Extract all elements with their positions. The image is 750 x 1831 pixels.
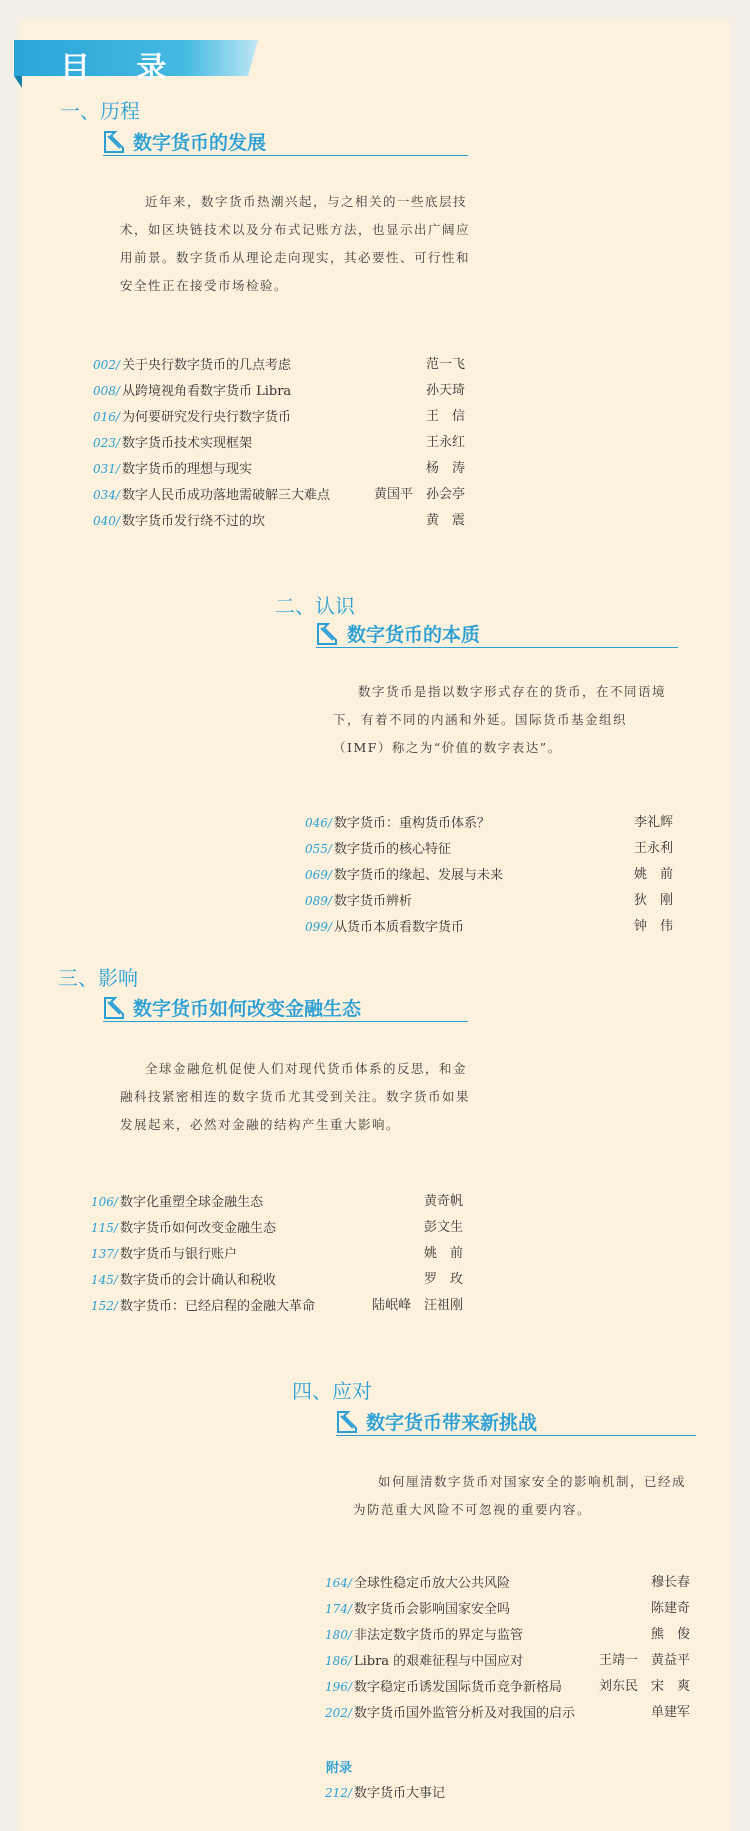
toc-entry-title: 数字货币国外监管分析及对我国的启示 bbox=[353, 1706, 575, 1721]
toc-entry-author: 彭文生 bbox=[423, 1220, 463, 1235]
toc-entry[interactable] bbox=[305, 836, 673, 862]
toc-entry-title: Libra 的艰难征程与中国应对 bbox=[353, 1654, 524, 1669]
toc-entry[interactable] bbox=[93, 482, 465, 508]
toc-entry-title: 数字货币与银行账户 bbox=[119, 1247, 237, 1262]
toc-entry-author: 姚 前 bbox=[423, 1246, 463, 1261]
toc-entry-title: 从货币本质看数字货币 bbox=[333, 920, 464, 935]
section-3-list bbox=[91, 1189, 463, 1319]
toc-entry-author: 罗 玫 bbox=[423, 1272, 463, 1287]
section-4-rule bbox=[336, 1435, 696, 1436]
toc-entry-page: 212/ bbox=[325, 1786, 352, 1800]
toc-entry-author: 单建军 bbox=[650, 1705, 690, 1720]
toc-entry-title: 数字货币的核心特征 bbox=[333, 842, 451, 857]
toc-entry-page: 008/ bbox=[93, 384, 120, 398]
toc-entry-author: 黄 震 bbox=[425, 513, 465, 528]
section-2-list bbox=[305, 810, 673, 940]
arrow-corner-icon bbox=[336, 1410, 360, 1434]
toc-entry-author: 孙天琦 bbox=[425, 383, 465, 398]
toc-entry-title: 为何要研究发行央行数字货币 bbox=[121, 410, 291, 425]
toc-entry-page: 137/ bbox=[91, 1247, 118, 1261]
appendix-label: 附录 bbox=[326, 1761, 353, 1776]
toc-entry[interactable] bbox=[91, 1241, 463, 1267]
toc-entry-page: 106/ bbox=[91, 1195, 118, 1209]
toc-entry-page: 099/ bbox=[305, 920, 332, 934]
toc-entry[interactable] bbox=[93, 404, 465, 430]
section-2-intro: 数字货币是指以数字形式存在的货币，在不同语境下，有着不同的内涵和外延。国际货币基金组织（IMF）称之为“价值的数字表达”。 bbox=[333, 684, 667, 755]
toc-entry-title: 数字货币的会计确认和税收 bbox=[119, 1273, 276, 1288]
toc-entry-title: 数字货币辨析 bbox=[333, 894, 412, 909]
toc-entry-page: 034/ bbox=[93, 488, 120, 502]
toc-entry-author: 熊 俊 bbox=[650, 1627, 690, 1642]
toc-entry-author: 王 信 bbox=[425, 409, 465, 424]
toc-title: 目 录 bbox=[60, 51, 185, 86]
toc-entry-author: 陈建奇 bbox=[650, 1601, 690, 1616]
toc-entry-title: 数字货币：重构货币体系？ bbox=[333, 816, 490, 831]
toc-entry[interactable] bbox=[305, 862, 673, 888]
toc-entry-title: 数字稳定币诱发国际货币竞争新格局 bbox=[353, 1680, 562, 1695]
section-2-title: 二、认识 bbox=[275, 594, 355, 618]
section-4-title: 四、应对 bbox=[292, 1379, 372, 1403]
toc-entry-author: 王靖一 黄益平 bbox=[598, 1653, 690, 1668]
toc-entry-title: 数字货币的理想与现实 bbox=[121, 462, 252, 477]
toc-entry[interactable] bbox=[325, 1780, 525, 1806]
toc-entry-page: 164/ bbox=[325, 1576, 352, 1590]
section-1-rule bbox=[103, 155, 468, 156]
toc-entry-author: 陆岷峰 汪祖刚 bbox=[371, 1298, 463, 1313]
toc-entry-page: 174/ bbox=[325, 1602, 352, 1616]
toc-entry-page: 186/ bbox=[325, 1654, 352, 1668]
toc-entry-title: 数字货币会影响国家安全吗 bbox=[353, 1602, 510, 1617]
section-3-subtitle: 数字货币如何改变金融生态 bbox=[133, 998, 362, 1020]
toc-entry-page: 016/ bbox=[93, 410, 120, 424]
toc-entry-title: 数字化重塑全球金融生态 bbox=[119, 1195, 263, 1210]
toc-entry-author: 范一飞 bbox=[425, 357, 465, 372]
toc-entry[interactable] bbox=[325, 1570, 690, 1596]
section-1-intro: 近年来，数字货币热潮兴起，与之相关的一些底层技术，如区块链技术以及分布式记账方法，也显示出广阔应用前景。数字货币从理论走向现实，其必要性、可行性和安全性正在接受市场检验。 bbox=[120, 194, 471, 293]
toc-entry-title: 数字货币：已经启程的金融大革命 bbox=[119, 1299, 315, 1314]
toc-entry[interactable] bbox=[93, 352, 465, 378]
toc-entry-author: 王永红 bbox=[425, 435, 465, 450]
toc-entry-title: 从跨境视角看数字货币 Libra bbox=[121, 384, 292, 399]
toc-entry-page: 196/ bbox=[325, 1680, 352, 1694]
toc-entry[interactable] bbox=[93, 508, 465, 534]
toc-entry[interactable] bbox=[93, 430, 465, 456]
section-4-subtitle: 数字货币带来新挑战 bbox=[366, 1412, 538, 1434]
toc-entry-page: 002/ bbox=[93, 358, 120, 372]
toc-entry[interactable] bbox=[91, 1189, 463, 1215]
toc-entry[interactable] bbox=[93, 378, 465, 404]
toc-entry-title: 数字货币如何改变金融生态 bbox=[119, 1221, 276, 1236]
section-2-rule bbox=[316, 647, 678, 648]
toc-entry[interactable] bbox=[91, 1293, 463, 1319]
section-2-subtitle: 数字货币的本质 bbox=[347, 624, 481, 646]
section-1-title: 一、历程 bbox=[60, 99, 140, 123]
toc-entry[interactable] bbox=[325, 1622, 690, 1648]
toc-entry-author: 黄奇帆 bbox=[423, 1194, 463, 1209]
toc-entry[interactable] bbox=[325, 1674, 690, 1700]
toc-entry-title: 非法定数字货币的界定与监管 bbox=[353, 1628, 523, 1643]
toc-entry-author: 狄 刚 bbox=[633, 893, 673, 908]
toc-entry-author: 刘东民 宋 爽 bbox=[598, 1679, 690, 1694]
arrow-corner-icon bbox=[103, 996, 127, 1020]
toc-entry[interactable] bbox=[325, 1648, 690, 1674]
toc-entry-page: 055/ bbox=[305, 842, 332, 856]
toc-entry-page: 152/ bbox=[91, 1299, 118, 1313]
toc-entry[interactable] bbox=[91, 1215, 463, 1241]
toc-entry[interactable] bbox=[325, 1700, 690, 1726]
toc-entry-title: 数字人民币成功落地需破解三大难点 bbox=[121, 488, 330, 503]
toc-entry-page: 031/ bbox=[93, 462, 120, 476]
toc-entry-page: 040/ bbox=[93, 514, 120, 528]
toc-entry[interactable] bbox=[93, 456, 465, 482]
section-4-intro: 如何厘清数字货币对国家安全的影响机制，已经成为防范重大风险不可忽视的重要内容。 bbox=[353, 1474, 687, 1517]
toc-entry-author: 穆长春 bbox=[650, 1575, 690, 1590]
toc-entry-page: 115/ bbox=[91, 1221, 118, 1235]
toc-entry-page: 180/ bbox=[325, 1628, 352, 1642]
toc-entry-title: 数字货币发行绕不过的坎 bbox=[121, 514, 265, 529]
toc-entry-title: 数字货币大事记 bbox=[353, 1786, 445, 1801]
section-3-title: 三、影响 bbox=[58, 966, 138, 990]
toc-entry-page: 089/ bbox=[305, 894, 332, 908]
toc-entry-title: 数字货币技术实现框架 bbox=[121, 436, 252, 451]
toc-entry-page: 069/ bbox=[305, 868, 332, 882]
toc-entry-page: 202/ bbox=[325, 1706, 352, 1720]
toc-entry-page: 046/ bbox=[305, 816, 332, 830]
arrow-corner-icon bbox=[316, 622, 340, 646]
section-3-intro: 全球金融危机促使人们对现代货币体系的反思，和金融科技紧密相连的数字货币尤其受到关注。数字货币如果发展起来，必然对金融的结构产生重大影响。 bbox=[120, 1061, 471, 1132]
section-3-rule bbox=[103, 1021, 468, 1022]
toc-entry-title: 全球性稳定币放大公共风险 bbox=[353, 1576, 510, 1591]
section-4-list bbox=[325, 1570, 690, 1726]
toc-entry-title: 关于央行数字货币的几点考虑 bbox=[121, 358, 291, 373]
toc-entry-author: 钟 伟 bbox=[633, 919, 673, 934]
appendix-list bbox=[325, 1780, 525, 1806]
section-1-subtitle: 数字货币的发展 bbox=[133, 132, 267, 154]
section-1-list bbox=[93, 352, 465, 534]
toc-entry-author: 姚 前 bbox=[633, 867, 673, 882]
toc-entry-author: 李礼辉 bbox=[633, 815, 673, 830]
toc-entry-author: 王永利 bbox=[633, 841, 673, 856]
toc-entry[interactable] bbox=[305, 888, 673, 914]
toc-entry-page: 145/ bbox=[91, 1273, 118, 1287]
toc-entry[interactable] bbox=[325, 1596, 690, 1622]
toc-banner bbox=[14, 40, 258, 88]
toc-entry[interactable] bbox=[91, 1267, 463, 1293]
toc-entry-title: 数字货币的缘起、发展与未来 bbox=[333, 868, 503, 883]
toc-entry[interactable] bbox=[305, 810, 673, 836]
toc-entry-author: 黄国平 孙会亭 bbox=[373, 487, 465, 502]
toc-entry-page: 023/ bbox=[93, 436, 120, 450]
toc-entry-author: 杨 涛 bbox=[425, 461, 465, 476]
arrow-corner-icon bbox=[103, 130, 127, 154]
toc-entry[interactable] bbox=[305, 914, 673, 940]
